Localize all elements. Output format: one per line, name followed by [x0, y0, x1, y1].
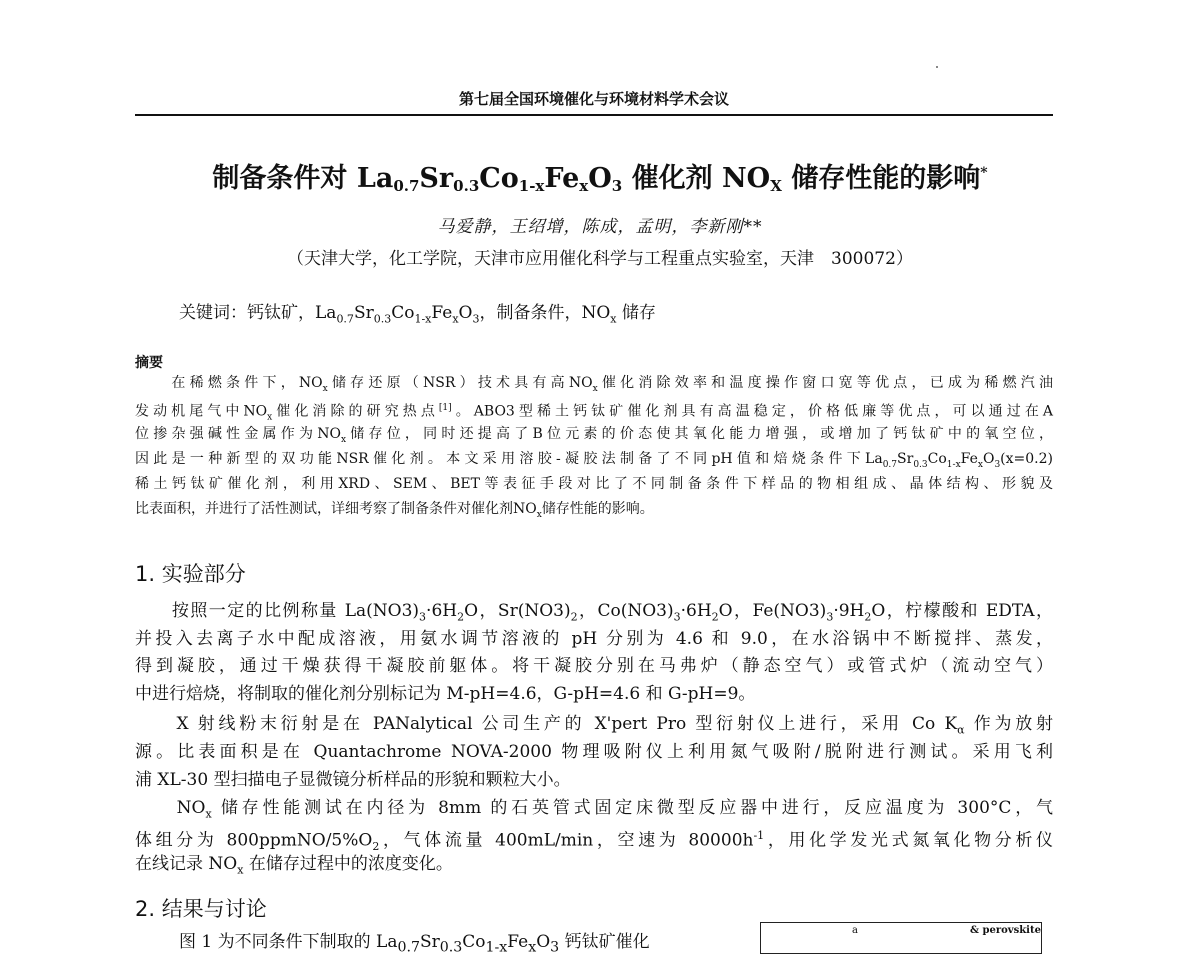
- body-line: 按照一定的比例称量 $La(NO3)_3\cdot 6H_2O$，$Sr(NO3)_2$，$Co(NO3)_3\cdot 6H_2O$，$Fe(NO3)_3\cdot 9H_2O$，柠檬酸和 EDTA，: [135, 601, 1053, 624]
- figure-peak-label: a: [852, 925, 858, 936]
- abstract-heading: 摘要: [135, 355, 163, 371]
- body-line: 并投入去离子水中配成溶液，用氨水调节溶液的 pH 分别为 4.6 和 9.0，在水浴锅中不断搅拌、蒸发，: [135, 629, 1053, 649]
- section-heading-results: 2. 结果与讨论: [135, 897, 267, 921]
- body-line: 中进行焙烧，将制取的催化剂分别标记为 M-pH=4.6，G-pH=4.6 和 G-pH=9。: [135, 684, 756, 704]
- body-line: 浦 XL-30 型扫描电子显微镜分析样品的形貌和颗粒大小。: [135, 770, 571, 790]
- header-rule: [135, 114, 1053, 116]
- body-line: $NO_x$ 储存性能测试在内径为 8mm 的石英管式固定床微型反应器中进行，反应温度为 300°C，气: [135, 798, 1054, 821]
- body-line: 体组分为 $800ppmNO/5\%O_2$，气体流量 400mL/min，空速为 $80000h^{-1}$，用化学发光式氮氧化物分析仪: [135, 829, 1054, 854]
- keywords-label: 关键词：: [179, 303, 247, 323]
- body-line: 源。比表面积是在 Quantachrome NOVA-2000 物理吸附仪上利用氮气吸附/脱附进行测试。采用飞利: [135, 742, 1053, 762]
- paper-title: 制备条件对 $La_{0.7}Sr_{0.3}Co_{1-x}Fe_xO_3$ 催化剂 $NO_X$ 储存性能的影响*: [212, 163, 988, 195]
- keywords: 关键词：钙钛矿，$La_{0.7}Sr_{0.3}Co_{1-x}Fe_xO_3$，制备条件，$NO_x$ 储存: [179, 303, 656, 326]
- scan-speck: [936, 66, 938, 68]
- abstract-line: 位掺杂强碱性金属作为$NO_x$储存位，同时还提高了B位元素的价态使其氧化能力增强，或增加了钙钛矿中的氧空位，: [135, 426, 1053, 445]
- body-line-partial: 图 1 为不同条件下制取的 $La_{0.7}Sr_{0.3}Co_{1-x}Fe_xO_3$ 钙钛矿催化: [179, 932, 650, 956]
- abstract-line: 稀土钙钛矿催化剂，利用XRD、SEM、BET等表征手段对比了不同制备条件下样品的物相组成、晶体结构、形貌及: [135, 476, 1053, 492]
- body-line: X 射线粉末衍射是在 PANalytical 公司生产的 X'pert Pro 型衍射仪上进行，采用 Co $K_\alpha$ 作为放射: [135, 714, 1053, 737]
- figure-legend-label: & perovskite: [970, 925, 1041, 936]
- abstract-line: 因此是一种新型的双功能NSR催化剂。本文采用溶胶-凝胶法制备了不同pH值和焙烧条件下$La_{0.7}Sr_{0.3}Co_{1-x}Fe_xO_3(x=0.2)$: [135, 451, 1053, 470]
- abstract-line: 发动机尾气中$NO_x$催化消除的研究热点[1]。ABO3型稀土钙钛矿催化剂具有高温稳定，价格低廉等优点，可以通过在A: [135, 403, 1053, 423]
- affiliation: （天津大学，化工学院，天津市应用催化科学与工程重点实验室，天津 300072）: [287, 249, 913, 269]
- conference-header: 第七届全国环境催化与环境材料学术会议: [458, 90, 729, 108]
- author-list: 马爱静，王绍增，陈成，孟明，李新刚**: [437, 217, 763, 237]
- section-heading-experimental: 1. 实验部分: [135, 562, 246, 586]
- body-line: 得到凝胶，通过干燥获得干凝胶前躯体。将干凝胶分别在马弗炉（静态空气）或管式炉（流动空气）: [135, 656, 1053, 676]
- body-line: 在线记录 $NO_x$ 在储存过程中的浓度变化。: [135, 854, 453, 877]
- abstract-line: 在稀燃条件下，$NO_x$储存还原（NSR）技术具有高$NO_x$催化消除效率和温度操作窗口宽等优点，已成为稀燃汽油: [135, 375, 1054, 394]
- abstract-line: 比表面积，并进行了活性测试，详细考察了制备条件对催化剂$NO_x$储存性能的影响。: [135, 501, 654, 520]
